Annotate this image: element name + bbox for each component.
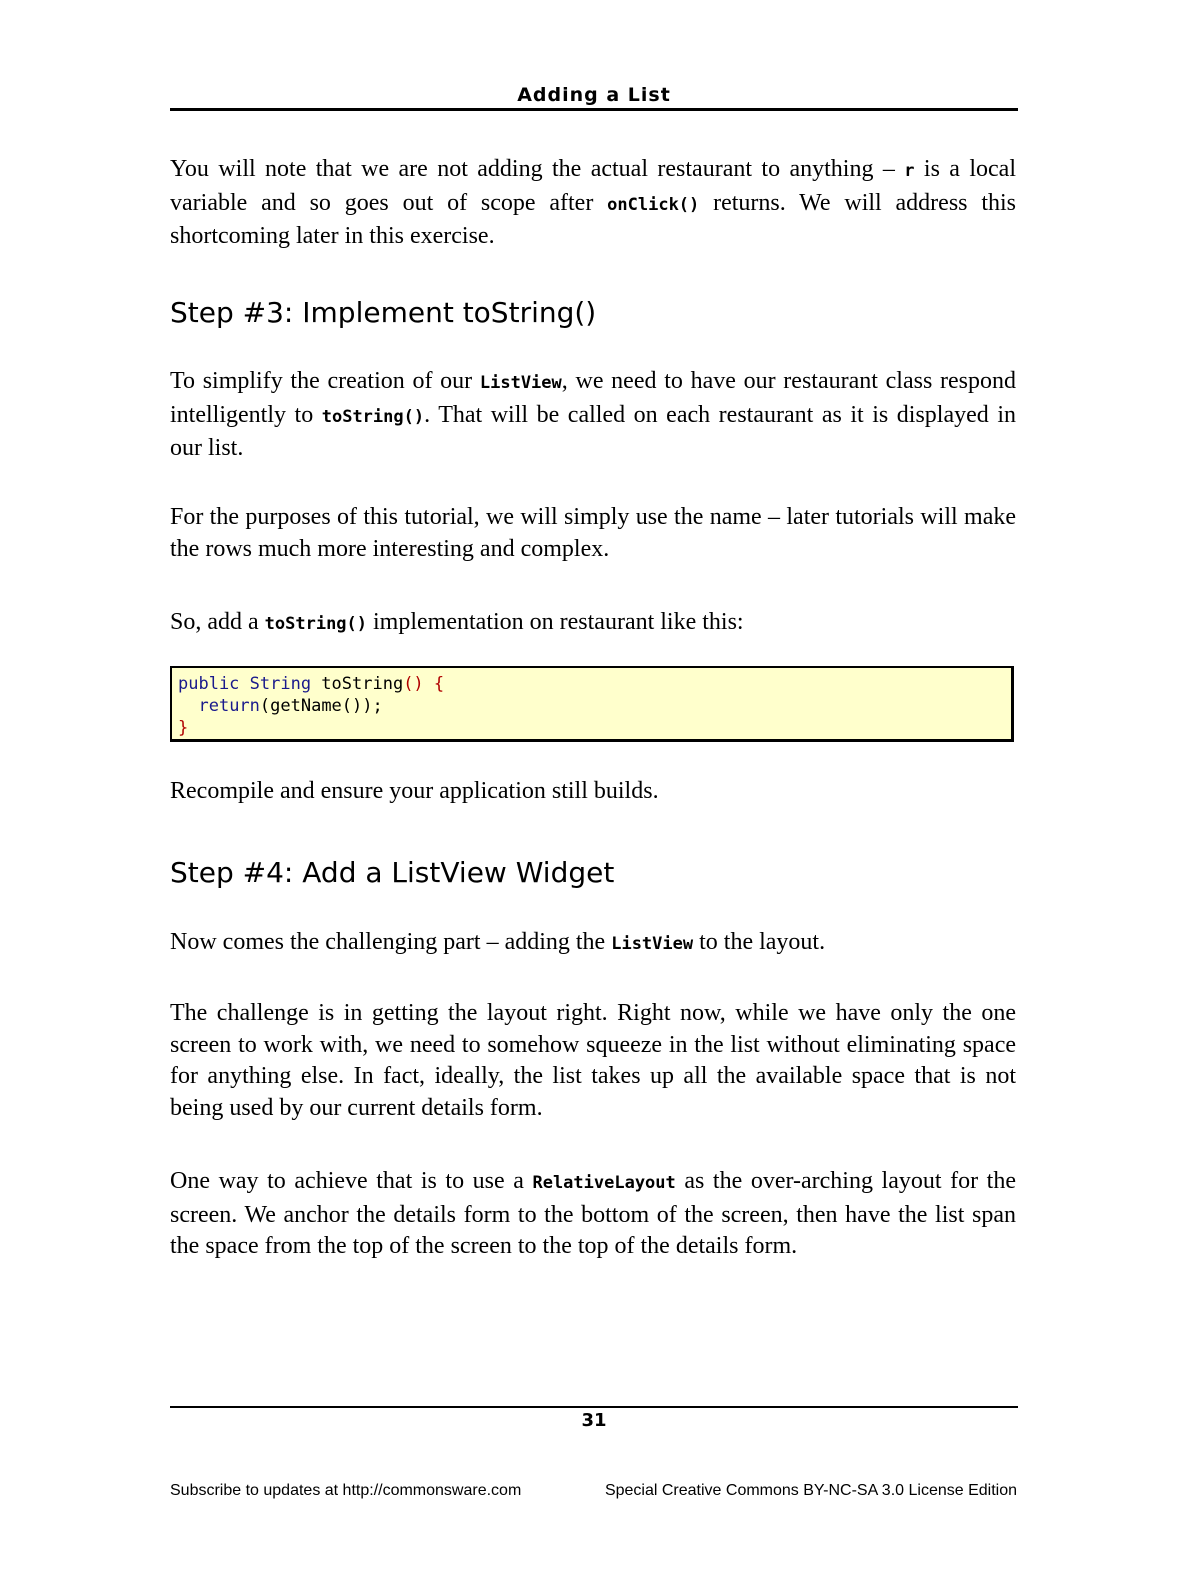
inline-code: r	[904, 161, 915, 181]
code-line	[178, 695, 1011, 717]
text-run: One way to achieve that is to use a	[170, 1168, 533, 1194]
code-listing	[170, 666, 1014, 742]
footer-subscribe-text: Subscribe to updates at http://commonsware.com	[170, 1482, 522, 1499]
header-rule	[170, 108, 1018, 111]
paragraph-add-tostring	[170, 607, 1016, 641]
code-line	[178, 673, 1011, 695]
text-run: You will note that we are not adding the actual restaurant to anything –	[170, 156, 905, 182]
inline-code: onClick()	[607, 194, 700, 215]
inline-code: ListView	[611, 934, 694, 954]
code-identifier: toString	[321, 674, 404, 694]
text-run: as the over-arching layout for the screen. We anchor the details form to the bottom of the screen, then have the list span the space from the top of the screen to the top of the details form.	[170, 1168, 1016, 1259]
code-indent	[178, 696, 198, 716]
paragraph-recompile: Recompile and ensure your application still builds.	[170, 778, 659, 804]
section-heading-step3: Step #3: Implement toString()	[170, 296, 597, 329]
code-expression: (getName());	[259, 696, 383, 716]
paragraph-relativelayout	[170, 1166, 1016, 1263]
paragraph-tostring-intro	[170, 366, 1016, 465]
footer-license-text: Special Creative Commons BY-NC-SA 3.0 License Edition	[604, 1482, 1017, 1499]
page-number: 31	[581, 1410, 607, 1431]
paragraph-scope-note	[170, 154, 1016, 253]
inline-code: toString()	[321, 406, 425, 427]
inline-code: toString()	[264, 614, 368, 634]
running-header: Adding a List	[517, 84, 671, 106]
text-run: . That will be called on each restaurant as it is displayed in our list.	[170, 401, 1016, 461]
paragraph-purposes: For the purposes of this tutorial, we will simply use the name – later tutorials will make the rows much more interesting and complex.	[170, 504, 1016, 562]
code-line: }	[178, 718, 189, 738]
text-run: Now comes the challenging part – adding the	[170, 929, 612, 955]
text-run: implementation on restaurant like this:	[367, 609, 744, 635]
paragraph-challenge: The challenge is in getting the layout right. Right now, while we have only the one screen to work with, we need to somehow squeeze in the list without eliminating space for anything else. In fact, ideally, the list takes up all the available space that is not being used by our current details form.	[170, 1000, 1016, 1121]
text-run: To simplify the creation of our	[170, 368, 480, 394]
footer-rule	[170, 1406, 1018, 1408]
paragraph-challenging-part	[170, 927, 1016, 961]
inline-code: RelativeLayout	[532, 1173, 676, 1193]
text-run: , we need to have our restaurant class respond intelligently to	[170, 368, 1016, 428]
text-run: to the layout.	[693, 929, 826, 955]
inline-code: ListView	[479, 373, 562, 393]
code-keyword: public String	[178, 674, 322, 694]
code-keyword: return	[198, 696, 260, 716]
section-heading-step4: Step #4: Add a ListView Widget	[170, 856, 615, 889]
text-run: returns. We will address this shortcoming later in this exercise.	[170, 189, 1016, 249]
text-run: So, add a	[170, 609, 265, 635]
text-run: is a local variable and so goes out of scope after	[170, 156, 1016, 216]
code-brace: () {	[403, 674, 445, 694]
